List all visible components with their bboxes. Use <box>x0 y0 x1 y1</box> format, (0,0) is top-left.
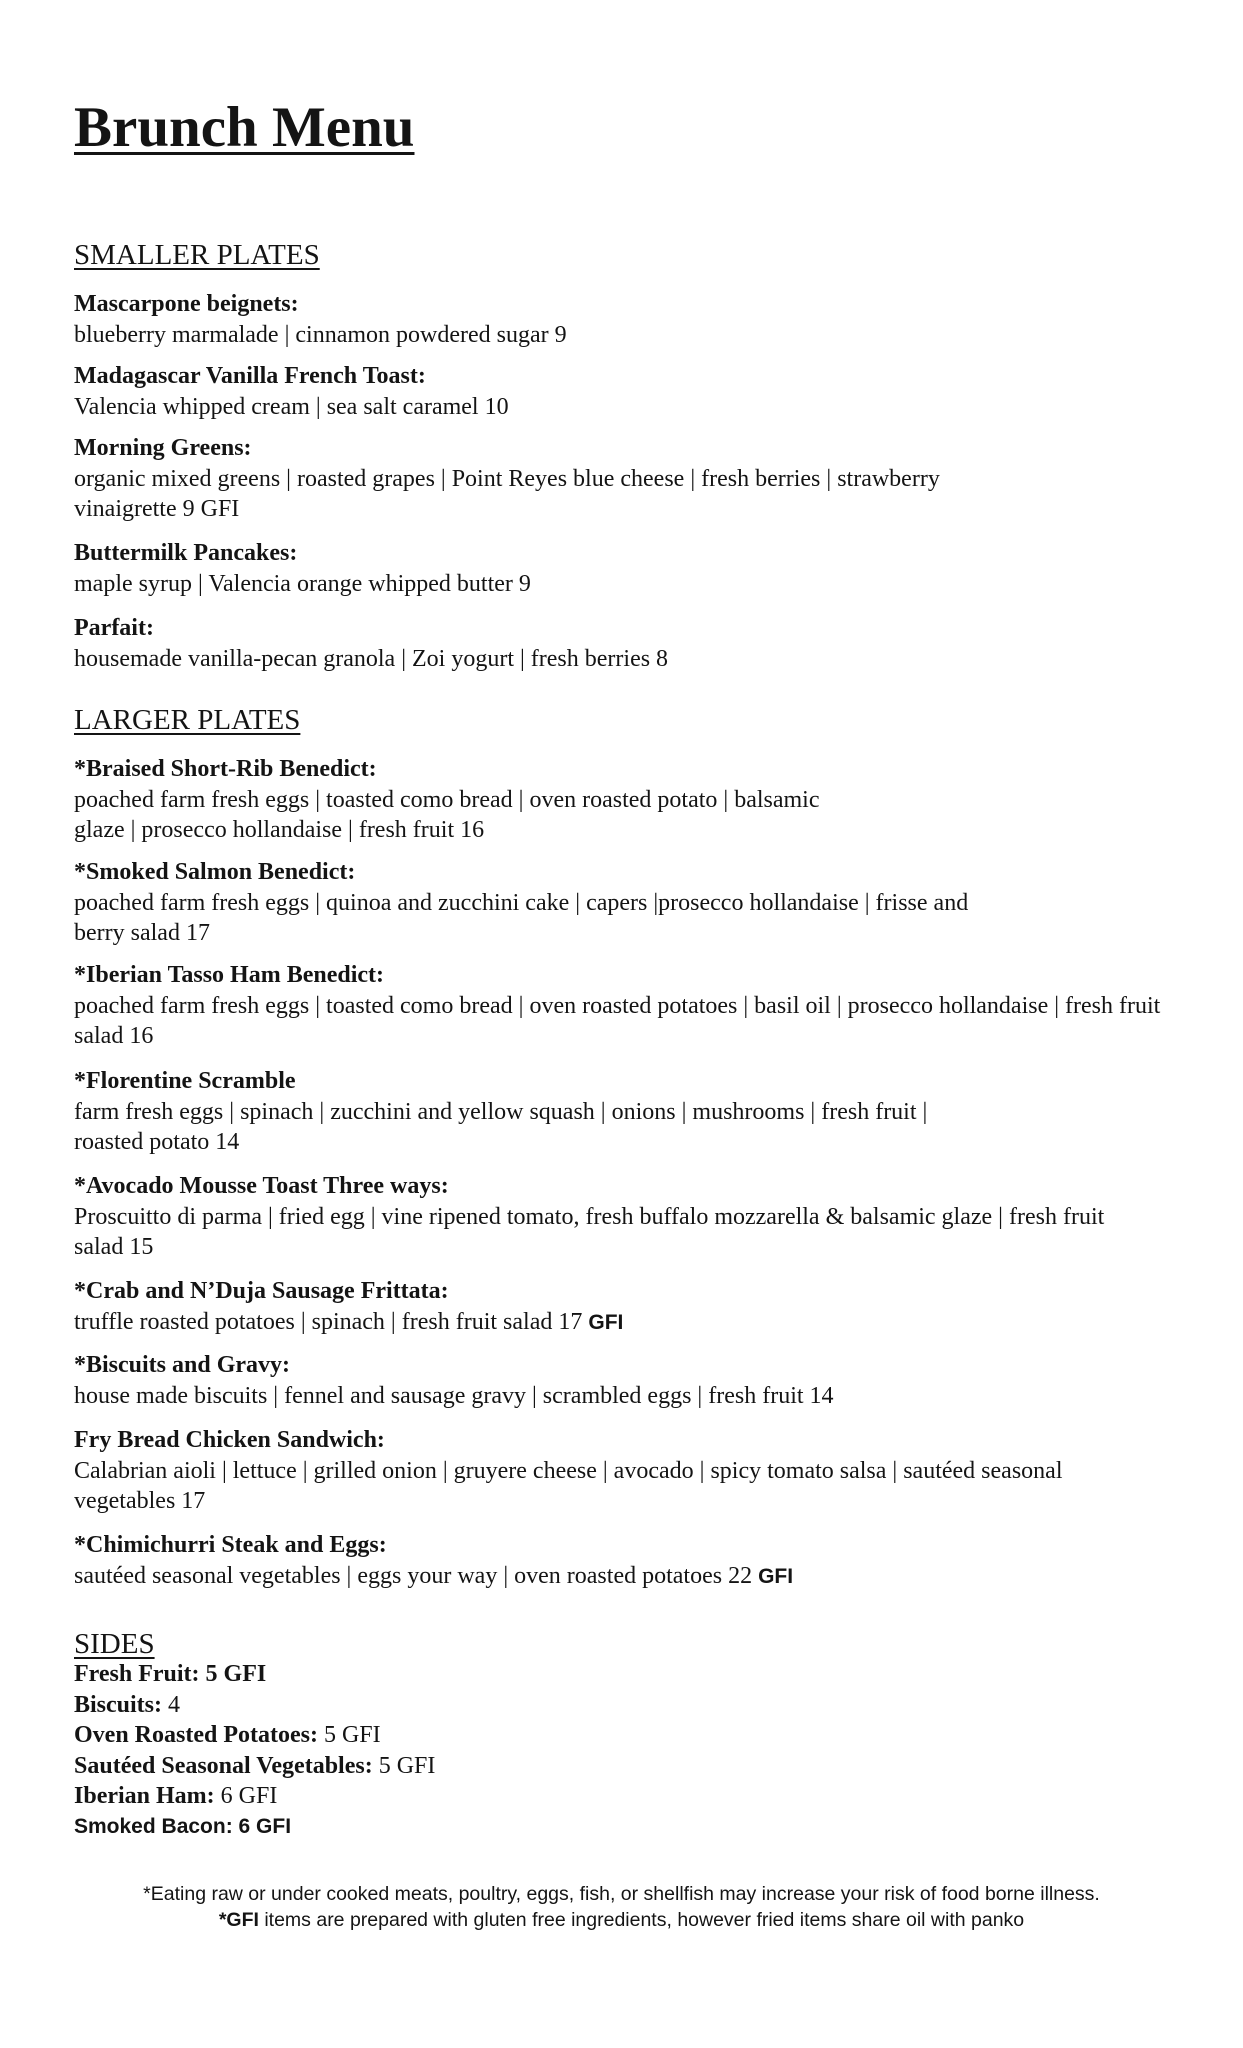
side-price: 4 <box>162 1691 181 1718</box>
menu-item <box>74 613 668 674</box>
item-name: *Crab and N’Duja Sausage Frittata: <box>74 1278 449 1304</box>
side-name: Smoked Bacon: 6 GFI <box>74 1814 292 1838</box>
side-name: Fresh Fruit: 5 GFI <box>74 1661 267 1687</box>
item-description: poached farm fresh eggs | toasted como bread | oven roasted potato | balsamic glaze | prosecco hollandaise | fresh fruit 16 <box>74 786 820 843</box>
item-name: Parfait: <box>74 615 154 641</box>
menu-item <box>74 289 567 350</box>
item-description: organic mixed greens | roasted grapes | Point Reyes blue cheese | fresh berries | strawberry vinaigrette 9 GFI <box>74 465 940 522</box>
menu-item <box>74 857 1014 949</box>
item-description: farm fresh eggs | spinach | zucchini and yellow squash | onions | mushrooms | fresh fruit | roasted potato 14 <box>74 1098 928 1155</box>
side-name: Iberian Ham: <box>74 1783 215 1809</box>
menu-page <box>74 92 1204 1838</box>
menu-item <box>74 433 974 525</box>
side-price: 5 GFI <box>317 1722 381 1748</box>
section-heading-smaller-plates: SMALLER PLATES <box>74 239 320 271</box>
side-item <box>74 1659 1204 1690</box>
footnote-food-safety: *Eating raw or under cooked meats, poultry, eggs, fish, or shellfish may increase your risk of food borne illness. <box>143 1883 1100 1905</box>
item-name: *Iberian Tasso Ham Benedict: <box>74 962 385 988</box>
side-item <box>74 1781 1204 1812</box>
page-title: Brunch Menu <box>74 96 415 159</box>
side-item <box>74 1690 1204 1721</box>
gfi-tag: GFI <box>588 1310 624 1334</box>
item-description: Valencia whipped cream | sea salt caramel 10 <box>74 393 509 420</box>
item-desc-text: truffle roasted potatoes | spinach | fresh fruit salad 17 <box>74 1308 589 1335</box>
footnote-gfi-label: *GFI <box>218 1909 259 1931</box>
sides-section <box>74 1629 1204 1842</box>
item-description: Proscuitto di parma | fried egg | vine ripened tomato, fresh buffalo mozzarella & balsamic glaze | fresh fruit salad 15 <box>74 1203 1105 1260</box>
side-item <box>74 1812 1204 1843</box>
item-description: poached farm fresh eggs | toasted como bread | oven roasted potatoes | basil oil | prosecco hollandaise | fresh fruit salad 16 <box>74 992 1161 1049</box>
item-name: *Braised Short-Rib Benedict: <box>74 756 377 782</box>
side-price: 6 GFI <box>214 1783 278 1809</box>
menu-item <box>74 960 1204 1052</box>
item-name: *Biscuits and Gravy: <box>74 1352 291 1378</box>
item-description: poached farm fresh eggs | quinoa and zucchini cake | capers |prosecco hollandaise | frisse and berry salad 17 <box>74 889 969 946</box>
item-name: Mascarpone beignets: <box>74 291 299 317</box>
item-name: Morning Greens: <box>74 435 252 461</box>
menu-item <box>74 538 531 599</box>
footnotes <box>0 1881 1243 1933</box>
item-description: Calabrian aioli | lettuce | grilled onion | gruyere cheese | avocado | spicy tomato salsa | sautéed seasonal vegetables 17 <box>74 1457 1063 1514</box>
sides-list <box>74 1659 1204 1842</box>
side-name: Sautéed Seasonal Vegetables: <box>74 1752 373 1779</box>
menu-item <box>74 1171 1134 1263</box>
item-name: *Smoked Salmon Benedict: <box>74 859 356 885</box>
item-name: Fry Bread Chicken Sandwich: <box>74 1427 385 1453</box>
item-name: *Florentine Scramble <box>74 1068 296 1094</box>
item-description <box>74 1561 793 1593</box>
menu-item <box>74 1066 954 1158</box>
menu-item <box>74 1425 1064 1517</box>
menu-item <box>74 361 509 422</box>
smaller-plates-section <box>74 237 1204 672</box>
section-heading-sides: SIDES <box>74 1628 155 1660</box>
item-desc-text: sautéed seasonal vegetables | eggs your way | oven roasted potatoes 22 <box>74 1562 759 1589</box>
menu-item <box>74 754 844 846</box>
item-name: *Chimichurri Steak and Eggs: <box>74 1532 387 1558</box>
side-name: Biscuits: <box>74 1691 163 1718</box>
item-name: *Avocado Mousse Toast Three ways: <box>74 1173 449 1199</box>
menu-item <box>74 1350 834 1411</box>
item-description: blueberry marmalade | cinnamon powdered sugar 9 <box>74 321 567 348</box>
item-description: house made biscuits | fennel and sausage gravy | scrambled eggs | fresh fruit 14 <box>74 1382 834 1409</box>
item-name: Buttermilk Pancakes: <box>74 540 298 566</box>
side-price: 5 GFI <box>372 1752 436 1779</box>
menu-item <box>74 1276 623 1338</box>
side-item <box>74 1751 1204 1782</box>
footnote-gfi <box>0 1907 1243 1933</box>
item-description <box>74 1307 623 1339</box>
item-description: maple syrup | Valencia orange whipped butter 9 <box>74 570 531 597</box>
gfi-tag: GFI <box>758 1564 794 1588</box>
larger-plates-section <box>74 702 1204 1589</box>
menu-item <box>74 1530 793 1592</box>
side-name: Oven Roasted Potatoes: <box>74 1722 318 1748</box>
side-item <box>74 1720 1204 1751</box>
section-heading-larger-plates: LARGER PLATES <box>74 704 301 736</box>
item-description: housemade vanilla-pecan granola | Zoi yogurt | fresh berries 8 <box>74 645 669 672</box>
footnote-gfi-text: items are prepared with gluten free ingredients, however fried items share oil with panko <box>258 1909 1025 1931</box>
item-name: Madagascar Vanilla French Toast: <box>74 363 426 389</box>
